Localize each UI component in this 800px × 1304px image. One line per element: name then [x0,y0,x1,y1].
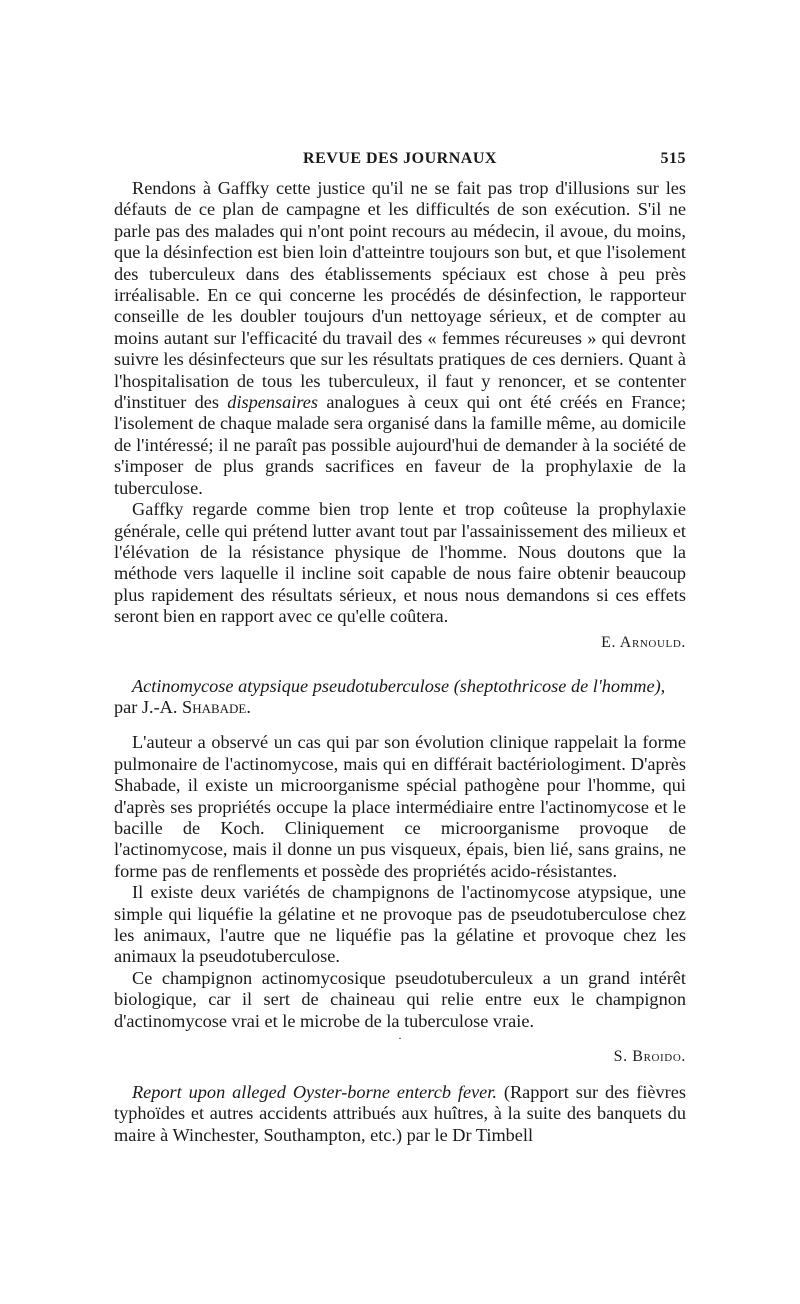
paragraph-actino-2: Il existe deux variétés de champignons de l'actinomycose atypsique, une simple qui liquéfie la gélatine et ne provoque pas de pseudotuberculose chez les animaux, l'autre que ne liquéfie pas la gélatine et provoque chez les animaux la pseudotuberculose. [114,882,686,967]
article-title-oyster: Report upon alleged Oyster-borne entercb fever. [132,1082,497,1103]
divider-dot: · [398,1031,402,1046]
paragraph-actino-1: L'auteur a observé un cas qui par son évolution clinique rappelait la forme pulmonaire de l'actinomycose, mais qui en différait bactériologiment. D'après Shabade, il existe un microorganisme spécial pathogène pour l'homme, qui d'après ses propriétés occupe la place intermédiaire entre l'actinomycose et le bacille de Koch. Cliniquement ce microorganisme provoque de l'actinomycose, mais il donne un pus visqueux, épais, bien lié, sans grains, ne forme pas de renflements et possède des propriétés acido-résistantes. [114,732,686,881]
page-number: 515 [660,150,686,167]
byline-author: Shabade. [182,696,251,717]
paragraph-text: Rendons à Gaffky cette justice qu'il ne se fait pas trop d'illusions sur les défauts de ce plan de campagne et les difficultés de son exécution. S'il ne parle pas des malades qui n'ont point recours au médecin, il avoue, du moins, que la désinfection est bien loin d'atteintre toujours son but, et que l'isolement des tuberculeux dans des établissements spéciaux est chose à peu près irréalisable. En ce qui concerne les procédés de désinfection, le rapporteur conseille de les doubler toujours d'un nettoyage sérieux, et de compter au moins autant sur l'efficacité du travail des « femmes récureuses » qui devront suivre les désinfecteurs que sur les résultats pratiques de ces derniers. Quant à l'hospitalisation de tous les tuberculeux, il faut y renoncer, et se contenter d'instituer des [114,178,686,413]
article-title: Actinomycose atypsique pseudotuberculose (sheptothricose de l'homme), [132,675,666,696]
paragraph-oyster-report [114,1082,686,1146]
paragraph-gaffky-1 [114,178,686,499]
paragraph-text: analogues à ceux qui ont été créés en France; l'isolement de chaque malade sera organisé dans la famille même, au domicile de l'intéressé; il ne paraît pas possible aujourd'hui de demander à la société de s'imposer de plus grands sacrifices en faveur de la prophylaxie de la tuberculose. [114,392,686,498]
signature-broido: S. Broido. [613,1048,686,1066]
paragraph-actino-3: Ce champignon actinomycosique pseudotuberculeux a un grand intérêt biologique, car il sert de chaineau qui relie entre eux le champignon d'actinomycose vrai et le microbe de la tuberculose vraie. [114,967,686,1031]
paragraph-text: (Rapport sur des fièvres typhoïdes et autres accidents attribués aux huîtres, à la suite des banquets du maire à Winchester, Southampton, etc.) par le Dr Timbell [114,1082,687,1145]
italic-term: dispensaires [227,392,319,413]
journal-page [114,150,686,1146]
signature-arnould: E. Arnould. [601,633,686,651]
section-gap [114,1068,686,1082]
paragraph-gaffky-2: Gaffky regarde comme bien trop lente et trop coûteuse la prophylaxie générale, celle qui prétend lutter avant tout par l'assainissement des milieux et l'élévation de la résistance physique de l'homme. Nous doutons que la méthode vers laquelle il incline soit capable de nous faire obtenir beaucoup plus rapidement des résultats sérieux, et nous nous demandons si ces effets seront bien en rapport avec ce qu'elle coûtera. [114,499,686,627]
article-heading-actinomycose [114,676,686,719]
running-head [114,150,686,172]
byline-prefix: par J.-A. [114,696,183,717]
journal-title: REVUE DES JOURNAUX [303,150,497,167]
